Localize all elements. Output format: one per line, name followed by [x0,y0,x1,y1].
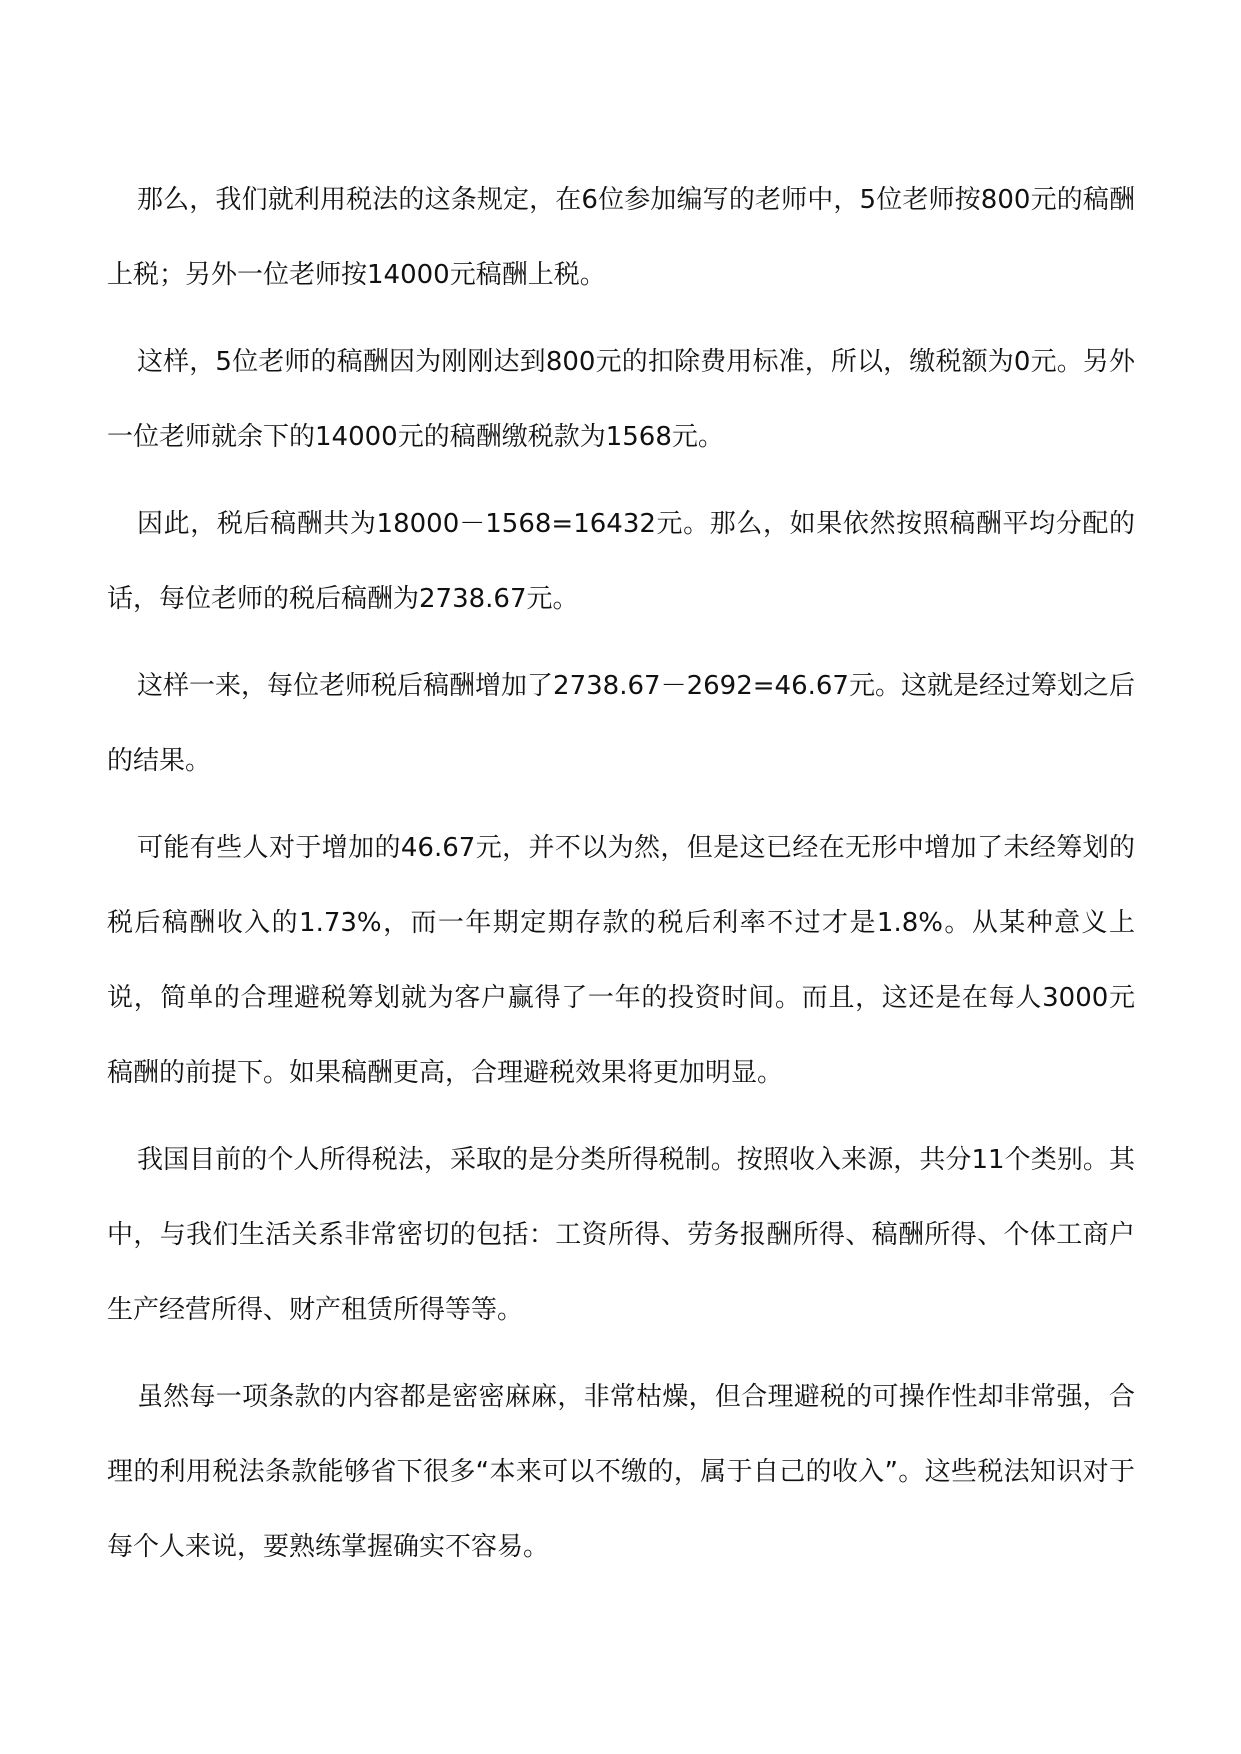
paragraph: 因此，税后稿酬共为18000－1568=16432元。那么，如果依然按照稿酬平均分配的话，每位老师的税后稿酬为2738.67元。 [107,509,1135,614]
paragraph: 这样，5位老师的稿酬因为刚刚达到800元的扣除费用标准，所以，缴税额为0元。另外一位老师就余下的14000元的稿酬缴税款为1568元。 [107,347,1135,452]
document-body [107,163,1135,1597]
paragraph: 可能有些人对于增加的46.67元，并不以为然，但是这已经在无形中增加了未经筹划的税后稿酬收入的1.73%，而一年期定期存款的税后利率不过才是1.8%。从某种意义上说，简单的合理避税筹划就为客户赢得了一年的投资时间。而且，这还是在每人3000元稿酬的前提下。如果稿酬更高，合理避税效果将更加明显。 [107,833,1135,1088]
paragraph: 这样一来，每位老师税后稿酬增加了2738.67－2692=46.67元。这就是经过筹划之后的结果。 [107,671,1135,776]
paragraph: 我国目前的个人所得税法，采取的是分类所得税制。按照收入来源，共分11个类别。其中，与我们生活关系非常密切的包括：工资所得、劳务报酬所得、稿酬所得、个体工商户生产经营所得、财产租赁所得等等。 [107,1145,1135,1325]
paragraph: 那么，我们就利用税法的这条规定，在6位参加编写的老师中，5位老师按800元的稿酬上税；另外一位老师按14000元稿酬上税。 [107,185,1135,290]
paragraph: 虽然每一项条款的内容都是密密麻麻，非常枯燥，但合理避税的可操作性却非常强，合理的利用税法条款能够省下很多“本来可以不缴的，属于自己的收入”。这些税法知识对于每个人来说，要熟练掌握确实不容易。 [107,1382,1135,1562]
